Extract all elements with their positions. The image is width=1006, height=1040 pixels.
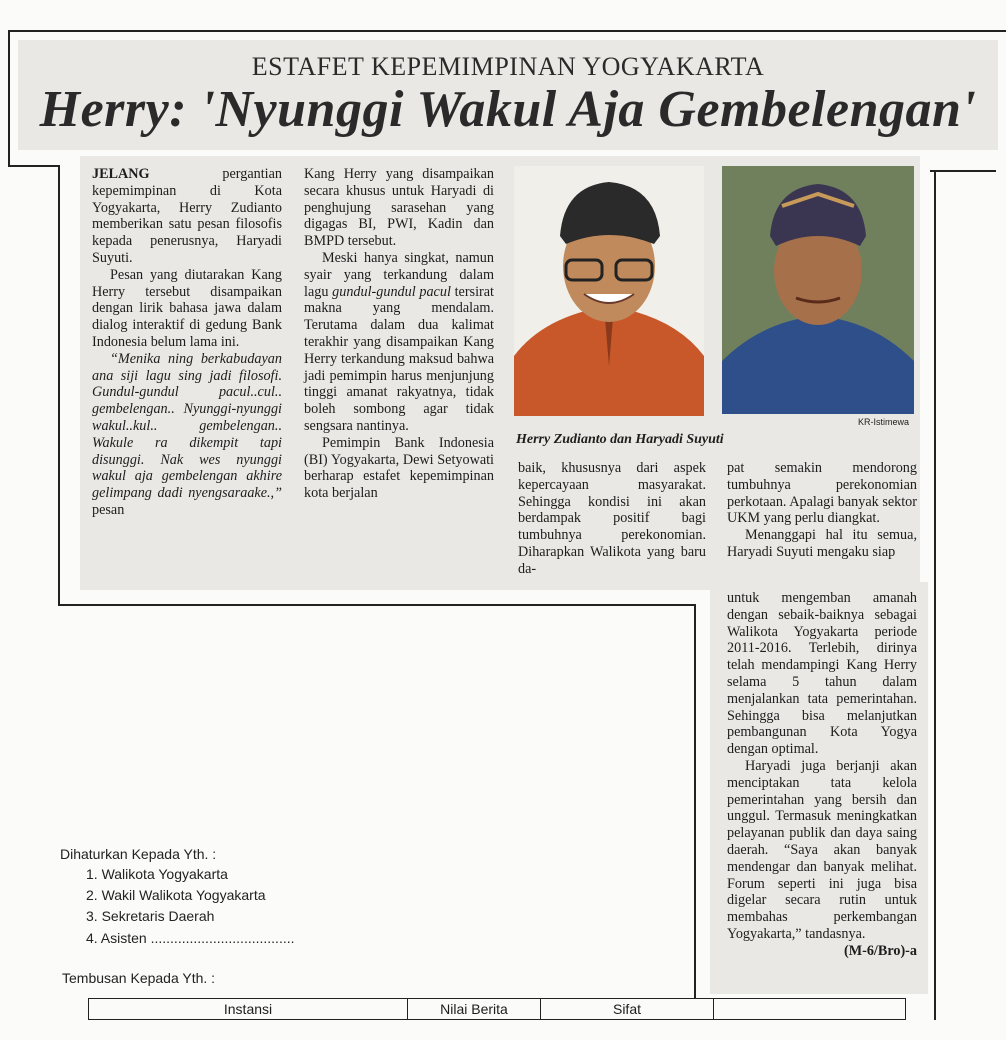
cut-line-left-top: [8, 30, 10, 166]
recipient-item: 3. Sekretaris Daerah: [86, 908, 215, 924]
paragraph: Haryadi juga berjanji akan menciptakan tata kelola pemerintahan yang bersih dan unggul. Termasuk meningkatkan pelayanan publik dan daya saing daerah. “Saya akan banyak mendengar dan banyak melihat. Forum seperti ini juga bisa digelar secara rutin untuk membahas perkembangan Yogyakarta,” tandasnya.: [727, 757, 917, 942]
paragraph: Meski hanya singkat, namun syair yang terkandung dalam lagu: [304, 249, 494, 300]
article-column-5: [727, 590, 917, 960]
photo-haryadi-suyuti: [722, 166, 914, 414]
paragraph: Menanggapi hal itu semua, Haryadi Suyuti mengaku siap: [727, 527, 917, 560]
recipient-item: 1. Walikota Yogyakarta: [86, 866, 228, 882]
table-header-blank: [714, 999, 906, 1020]
cut-line-right: [934, 170, 936, 1020]
paragraph: tersirat makna yang mendalam. Terutama dalam dua kalimat terakhir yang disampaikan Kang Herry terkandung maksud bahwa jadi pemimpin harus menjunjung tinggi amanat rakyatnya, tidak boleh sombong agar tidak sengsara nantinya.: [304, 283, 494, 434]
byline: (M-6/Bro)-a: [843, 942, 917, 959]
cut-line-right-step: [930, 170, 996, 172]
photo-caption: Herry Zudianto dan Haryadi Suyuti: [516, 432, 724, 447]
dihaturkan-label: Dihaturkan Kepada Yth. :: [60, 846, 217, 862]
paragraph: untuk mengemban amanah dengan sebaik-baiknya sebagai Walikota Yogyakarta periode 2011-2016. Terlebih, dirinya telah mendampingi Kang Herry selama 5 tahun dalam menjalankan tata pemerintahan. Sehingga bisa melanjutkan pembangunan Kota Yogya dengan optimal.: [727, 590, 917, 758]
cut-line-inner-right: [694, 604, 696, 998]
paragraph: pat semakin mendorong tumbuhnya perekonomian perkotaan. Apalagi banyak sektor UKM yang perlu diangkat.: [727, 460, 917, 527]
song-title: gundul-gundul pacul: [332, 283, 451, 300]
song-quote: “Menika ning berkabudayan ana siji lagu sing jadi filosofi. Gundul-gundul pacul..cul.. gembelengan.. Nyunggi-nyunggi wakul..kul.. gembelengan.. Wakule ra dikempit tapi disunggi. Nak wes nyunggi wakul aja gembelengan akhire gelimpang dadi nyengsaraake.,”: [92, 350, 282, 502]
photo-herry-zudianto: [514, 166, 704, 416]
photo-credit: KR-Istimewa: [858, 417, 910, 427]
cut-line-left-body: [58, 165, 60, 605]
assessment-table: [88, 998, 906, 1020]
paragraph: Pesan yang diutarakan Kang Herry tersebut disampaikan dengan lirik bahasa jawa dalam dialog interaktif di gedung Bank Indonesia belum lama ini.: [92, 266, 282, 350]
article-column-2: [304, 166, 494, 502]
table-header-instansi: Instansi: [89, 999, 408, 1020]
paragraph: Pemimpin Bank Indonesia (BI) Yogyakarta, Dewi Setyowati berharap estafet kepemimpinan kota berjalan: [304, 434, 494, 502]
cut-line-body-bottom: [58, 604, 696, 606]
article-kicker: ESTAFET KEPEMIMPINAN YOGYAKARTA: [251, 52, 765, 81]
cut-line-top: [8, 30, 1006, 32]
paragraph: pergantian kepemimpinan di Kota Yogyakarta, Herry Zudianto memberikan satu pesan filosofis kepada penerusnya, Haryadi Suyuti.: [92, 166, 282, 266]
article-column-3: [518, 460, 706, 578]
lead-word: JELANG: [92, 166, 150, 182]
table-header-sifat: Sifat: [541, 999, 714, 1020]
article-column-1: [92, 166, 282, 519]
table-header-nilai-berita: Nilai Berita: [408, 999, 541, 1020]
recipient-item: 4. Asisten .....................................: [86, 930, 295, 946]
paragraph: Kang Herry yang disampaikan secara khusus untuk Haryadi di penghujung sarasehan yang digagas BI, PWI, Kadin dan BMPD tersebut.: [304, 166, 494, 250]
article-headline: Herry: 'Nyunggi Wakul Aja Gembelengan': [39, 81, 977, 138]
recipient-item: 2. Wakil Walikota Yogyakarta: [86, 887, 266, 903]
paragraph: baik, khususnya dari aspek kepercayaan masyarakat. Sehingga kondisi ini akan berdampak positif bagi tumbuhnya perekonomian. Diharapkan Walikota yang baru da-: [518, 460, 706, 577]
tembusan-label: Tembusan Kepada Yth. :: [62, 970, 216, 986]
paragraph-tail: pesan: [92, 501, 125, 518]
article-column-4: [727, 460, 917, 561]
cut-line-header-bottom: [8, 165, 60, 167]
